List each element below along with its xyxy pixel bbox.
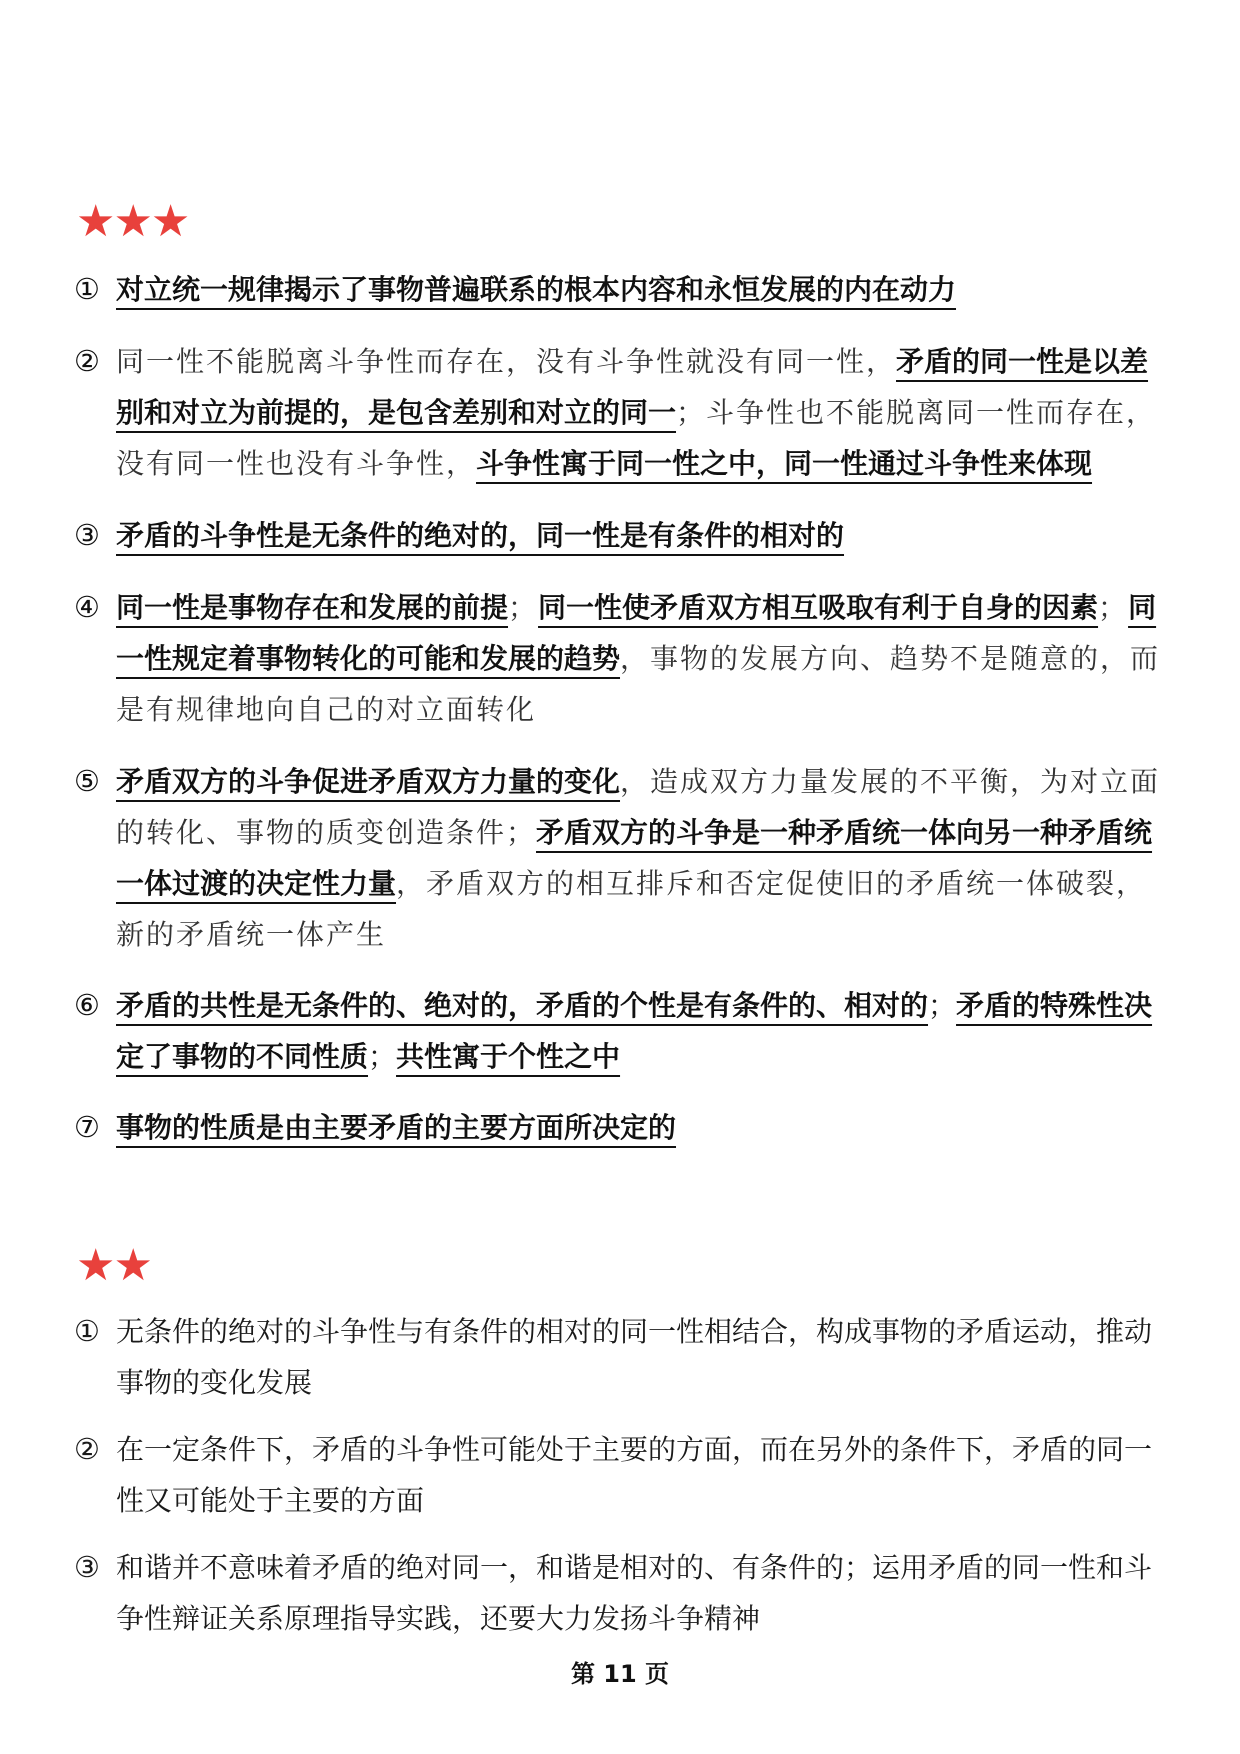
- key-point: 同一性规定着事物转化的可能和发展的趋势: [116, 591, 1157, 675]
- plain-text: ；斗争性也不能脱离同一性而存在，没有同一性也没有斗争性，: [116, 396, 1157, 480]
- key-point: 同一性使矛盾双方相互吸取有利于自身的因素: [538, 591, 1099, 624]
- item-number: ①: [74, 1314, 100, 1348]
- key-point: 矛盾的同一性是以差别和对立为前提的，是包含差别和对立的同一: [116, 345, 1149, 429]
- plain-text: ；: [928, 989, 957, 1022]
- item-number: ③: [74, 518, 100, 552]
- item-number: ⑥: [74, 988, 100, 1022]
- list-item: [74, 510, 1168, 561]
- plain-text: 同一性不能脱离斗争性而存在，没有斗争性就没有同一性，: [116, 345, 897, 378]
- list-item: [74, 1542, 1168, 1644]
- key-point: 矛盾双方的斗争促进矛盾双方力量的变化: [116, 765, 621, 798]
- item-number: ⑦: [74, 1110, 100, 1144]
- list-item: [74, 980, 1168, 1082]
- key-point: 对立统一规律揭示了事物普遍联系的根本内容和永恒发展的内在动力: [116, 273, 957, 306]
- key-point: 斗争性寓于同一性之中，同一性通过斗争性来体现: [476, 447, 1093, 480]
- item-number: ②: [74, 1432, 100, 1466]
- item-text: 无条件的绝对的斗争性与有条件的相对的同一性相结合，构成事物的矛盾运动，推动事物的变化发展: [116, 1315, 1153, 1399]
- list-item: [74, 582, 1168, 735]
- plain-text: ，矛盾双方的相互排斥和否定促使旧的矛盾统一体破裂，新的矛盾统一体产生: [116, 867, 1147, 951]
- plain-text: ，事物的发展方向、趋势不是随意的，而是有规律地向自己的对立面转化: [116, 642, 1161, 726]
- item-number: ④: [74, 590, 100, 624]
- list-item: [74, 1306, 1168, 1408]
- item-number: ⑤: [74, 764, 100, 798]
- list-item: [74, 336, 1168, 489]
- item-number: ②: [74, 344, 100, 378]
- key-point: 同一性是事物存在和发展的前提: [116, 591, 509, 624]
- key-point: 矛盾的共性是无条件的、绝对的，矛盾的个性是有条件的、相对的: [116, 989, 929, 1022]
- list-item: [74, 756, 1168, 960]
- key-point: 矛盾的斗争性是无条件的绝对的，同一性是有条件的相对的: [116, 519, 845, 552]
- three-star-rating: ★★★: [76, 196, 189, 247]
- plain-text: ；: [1098, 591, 1129, 624]
- list-item: [74, 1102, 1168, 1153]
- key-point: 矛盾双方的斗争是一种矛盾统一体向另一种矛盾统一体过渡的决定性力量: [116, 816, 1153, 900]
- plain-text: ；: [368, 1040, 397, 1073]
- two-star-rating: ★★: [76, 1240, 151, 1291]
- key-point: 矛盾的特殊性决定了事物的不同性质: [116, 989, 1153, 1073]
- list-item: [74, 264, 1168, 315]
- key-point: 事物的性质是由主要矛盾的主要方面所决定的: [116, 1111, 677, 1144]
- list-item: [74, 1424, 1168, 1526]
- item-number: ③: [74, 1550, 100, 1584]
- item-text: 和谐并不意味着矛盾的绝对同一，和谐是相对的、有条件的；运用矛盾的同一性和斗争性辩证关系原理指导实践，还要大力发扬斗争精神: [116, 1551, 1153, 1635]
- plain-text: ，造成双方力量发展的不平衡，为对立面的转化、事物的质变创造条件；: [116, 765, 1161, 849]
- item-number: ①: [74, 272, 100, 306]
- plain-text: ；: [508, 591, 539, 624]
- item-text: 在一定条件下，矛盾的斗争性可能处于主要的方面，而在另外的条件下，矛盾的同一性又可能处于主要的方面: [116, 1433, 1153, 1517]
- key-point: 共性寓于个性之中: [396, 1040, 621, 1073]
- page-number: 第 11 页: [570, 1660, 670, 1688]
